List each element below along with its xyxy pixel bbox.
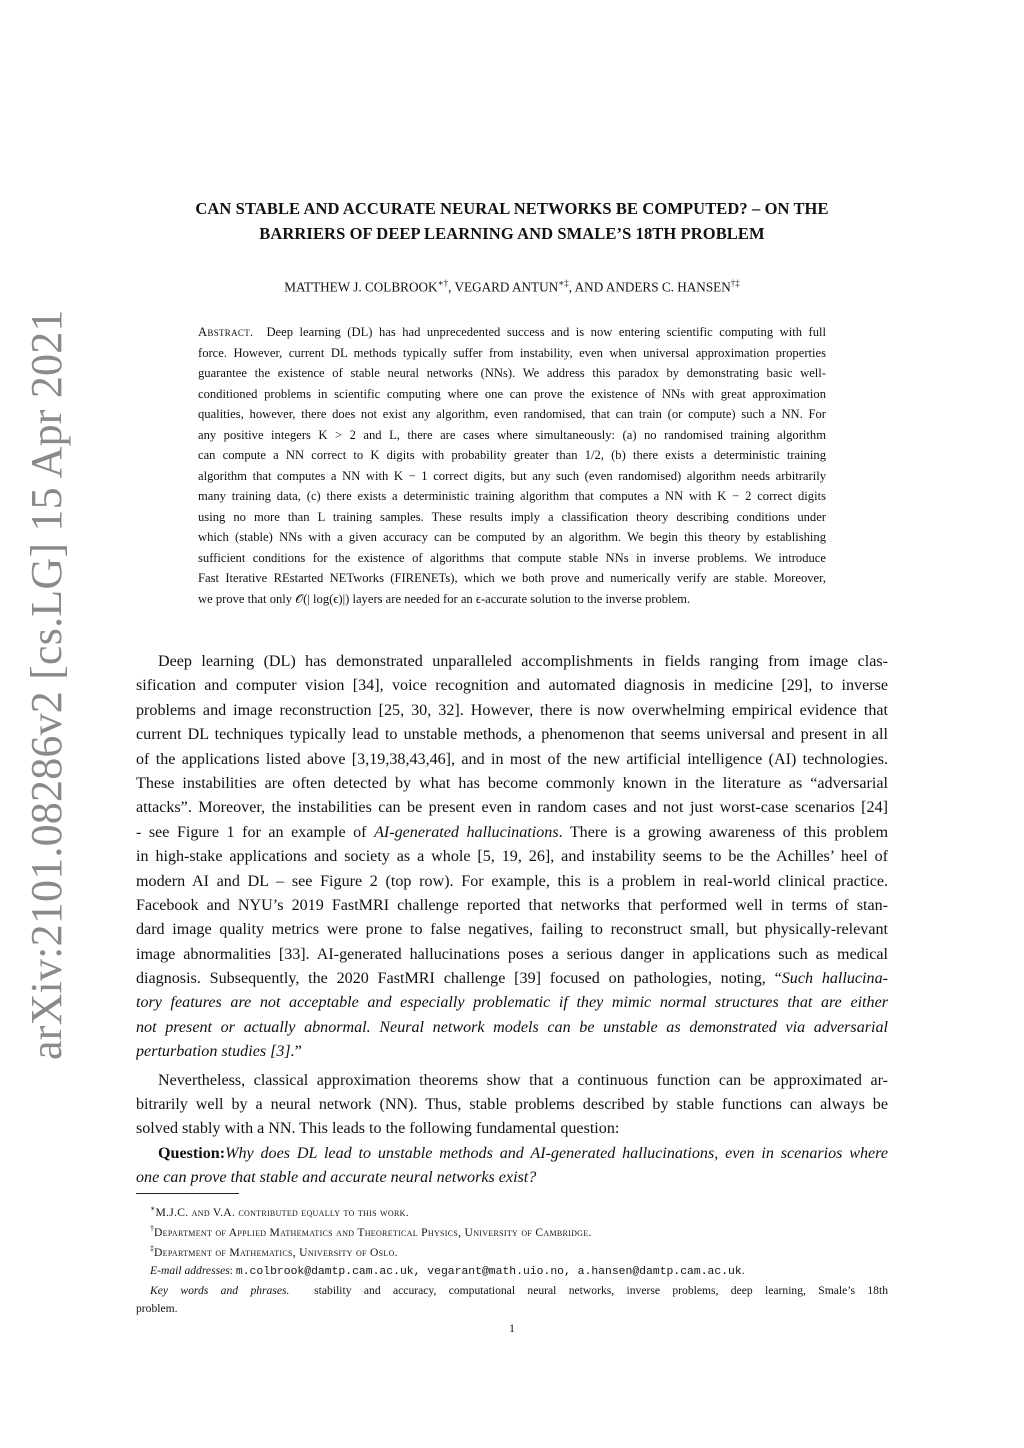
arxiv-identifier-stamp: arXiv:2101.08286v2 [cs.LG] 15 Apr 2021 (22, 309, 71, 1060)
abstract-line: which (stable) NNs with a given accuracy can be computed by an algorithm. We begin this theory by establishing (198, 530, 826, 544)
body-line (136, 991, 888, 1015)
author-2-marks: ∗‡ (558, 278, 569, 288)
footnote-1-mark: ∗ (150, 1204, 156, 1213)
abstract-heading: Abstract. (198, 325, 254, 339)
body-line (136, 967, 888, 991)
abstract-line: sufficient conditions for the existence of algorithms that compute stable NNs in inverse problems. We introduce (198, 550, 826, 565)
footnote-3-text: Department of Mathematics, University of Oslo. (154, 1245, 398, 1259)
page-number: 1 (509, 1321, 515, 1335)
keywords-footnote (136, 1282, 888, 1318)
body-line (136, 821, 888, 845)
body-text-run: ” (294, 1043, 302, 1061)
keywords-label: Key words and phrases. (150, 1284, 290, 1297)
author-3: , AND ANDERS C. HANSEN (568, 279, 731, 295)
author-1-marks: ∗† (437, 278, 449, 288)
body-line: Facebook and NYU’s 2019 FastMRI challenge reported that networks that performed well in terms of stan- (136, 896, 888, 914)
abstract-line: qualities, however, there does not exist any algorithm, even randomised, that can train (or compute) such a NN. For (198, 407, 826, 421)
footnote-2-mark: † (150, 1224, 154, 1233)
footnote-3-mark: ‡ (150, 1244, 154, 1253)
body-line: bitrarily well by a neural network (NN). Thus, stable problems described by stable functions can always be (136, 1096, 888, 1114)
abstract-line: using no more than L training samples. These results imply a classification theory describing conditions under (198, 509, 826, 524)
body-text (136, 650, 888, 1191)
email-separator: : (229, 1264, 236, 1277)
body-line: solved stably with a NN. This leads to the following fundamental question: (136, 1120, 620, 1138)
email-label: E-mail addresses (150, 1264, 230, 1277)
quote-text: perturbation studies [3]. (136, 1043, 295, 1061)
author-1: MATTHEW J. COLBROOK (284, 279, 438, 295)
question-text: one can prove that stable and accurate neural networks exist? (136, 1169, 537, 1187)
body-line: Deep learning (DL) has demonstrated unparalleled accomplishments in fields ranging from image clas- (158, 653, 888, 670)
footnote-2-text: Department of Applied Mathematics and Theoretical Physics, University of Cambridge. (154, 1225, 592, 1239)
quote-text: tory features are not acceptable and especially problematic if they mimic normal structures that are either (136, 994, 888, 1012)
body-text-run: diagnosis. Subsequently, the 2020 FastMRI challenge [39] focused on pathologies, noting, “ (136, 970, 782, 988)
emphasis-hallucinations: AI-generated hallucinations (374, 823, 559, 841)
body-line (136, 1040, 888, 1064)
keywords-line (136, 1282, 888, 1300)
body-line: current DL techniques typically lead to unstable methods, a phenomenon that seems universal and present in all (136, 726, 888, 744)
abstract-line: force. However, current DL methods typically suffer from instability, even when universal approximation properties (198, 345, 826, 360)
abstract (198, 322, 826, 609)
abstract-line: can compute a NN correct to K digits with probability greater than 1/2, (b) there exists a deterministic training (198, 448, 826, 462)
body-text-run: . There is a growing awareness of this problem (558, 823, 888, 841)
footnote-2 (136, 1220, 888, 1242)
abstract-line: algorithm that computes a NN with K − 1 correct digits, but any such (even randomised) algorithm needs arbitrarily (198, 468, 826, 483)
question-label: Question: (158, 1144, 226, 1162)
email-addresses: m.colbrook@damtp.cam.ac.uk, vegarant@math.uio.no, a.hansen@damtp.cam.ac.uk (235, 1266, 742, 1278)
body-line: image abnormalities [33]. AI-generated hallucinations poses a serious danger in applications such as medical (136, 945, 888, 963)
abstract-line: guarantee the existence of stable neural networks (NNs). We address this paradox by demonstrating basic well- (198, 366, 826, 380)
body-line: problems and image reconstruction [25, 30, 32]. However, there is now overwhelming empirical evidence that (136, 701, 888, 719)
body-line: in high-stake applications and society as a whole [5, 19, 26], and instability seems to be the Achilles’ heel of (136, 848, 888, 866)
abstract-line (198, 322, 826, 343)
footnote-1-text: M.J.C. and V.A. contributed equally to this work. (155, 1205, 409, 1219)
body-line (136, 1016, 888, 1040)
body-text-run: - see Figure 1 for an example of (136, 823, 375, 841)
body-line: modern AI and DL – see Figure 2 (top row). For example, this is a problem in real-world clinical practice. (136, 872, 888, 890)
paper-title (136, 196, 888, 246)
email-footnote (136, 1262, 888, 1281)
body-line: dard image quality metrics were prone to false negatives, failing to reconstruct small, but physically-relevant (136, 921, 888, 939)
body-line: Nevertheless, classical approximation theorems show that a continuous function can be approximated ar- (158, 1071, 888, 1089)
keywords-text: stability and accuracy, computational neural networks, inverse problems, deep learning, Smale’s 18th (314, 1284, 888, 1297)
abstract-line-text: Deep learning (DL) has had unprecedented success and is now entering scientific computing with full (266, 325, 827, 339)
question-text: Why does DL lead to unstable methods and AI-generated hallucinations, even in scenarios where (225, 1144, 888, 1162)
body-line: attacks”. Moreover, the instabilities can be present even in random cases and not just worst-case scenarios [24] (136, 799, 888, 817)
author-list (136, 274, 888, 296)
body-line: of the applications listed above [3,19,38,43,46], and in most of the new artificial intelligence (AI) technologies. (136, 750, 888, 768)
question-line (136, 1142, 888, 1166)
abstract-line: Fast Iterative REstarted NETworks (FIRENETs), which we both prove and numerically verify are stable. Moreover, (198, 571, 826, 585)
quote-text: not present or actually abnormal. Neural network models can be unstable as demonstrated via adversarial (136, 1018, 888, 1036)
email-end: . (741, 1264, 745, 1277)
footnote-rule (136, 1193, 239, 1194)
footnote-3 (136, 1240, 888, 1262)
quote-text: Such hallucina- (781, 970, 888, 988)
body-line: These instabilities are often detected by what has become commonly known in the literature as “adversarial (136, 774, 888, 792)
body-line: sification and computer vision [34], voice recognition and automated diagnosis in medicine [29], to inverse (136, 677, 888, 695)
footnote-1 (136, 1200, 888, 1222)
question-line (136, 1166, 888, 1190)
title-line-2: BARRIERS OF DEEP LEARNING AND SMALE’S 18TH PROBLEM (259, 224, 765, 243)
author-2: , VEGARD ANTUN (448, 279, 559, 295)
abstract-line: any positive integers K > 2 and L, there are cases where simultaneously: (a) no randomised training algorithm (198, 427, 826, 442)
title-line-1: CAN STABLE AND ACCURATE NEURAL NETWORKS BE COMPUTED? – ON THE (195, 199, 829, 218)
author-3-marks: †‡ (730, 278, 740, 288)
abstract-line: many training data, (c) there exists a deterministic training algorithm that computes a NN with K − 2 correct digits (198, 489, 826, 503)
keywords-line: problem. (136, 1302, 178, 1315)
abstract-line: conditioned problems in scientific computing where one can prove the existence of NNs with great approximation (198, 386, 826, 401)
abstract-line: we prove that only 𝒪(| log(ϵ)|) layers are needed for an ϵ-accurate solution to the inverse problem. (198, 591, 691, 606)
